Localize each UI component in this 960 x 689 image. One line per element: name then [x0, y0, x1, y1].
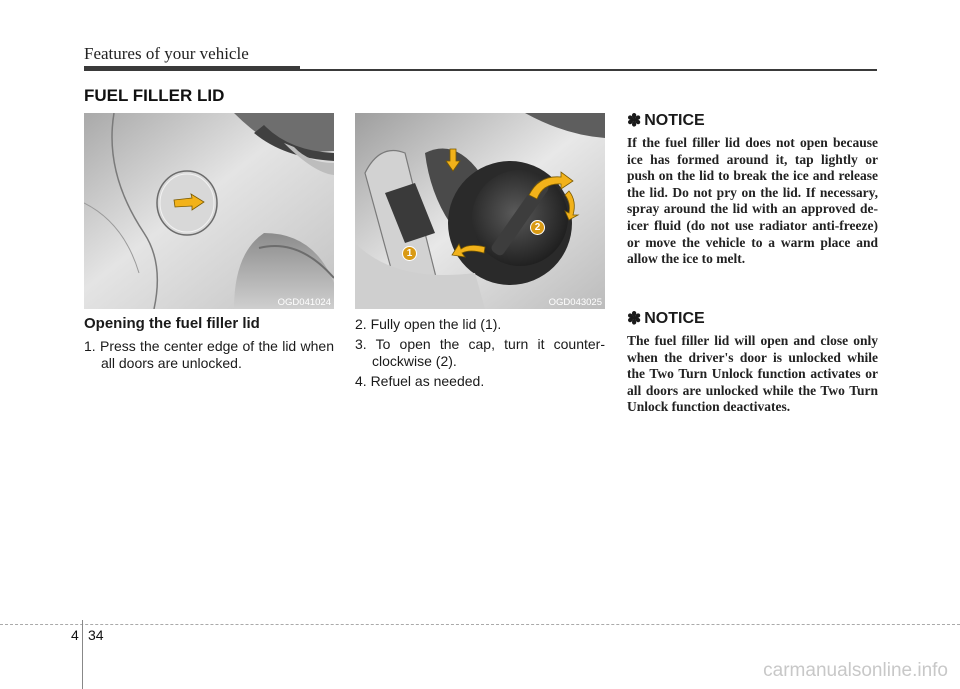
notice-title	[627, 309, 878, 329]
chapter-number: 4	[71, 627, 79, 643]
swing-arrow-icon	[451, 241, 487, 261]
step-item: 1. Press the center edge of the lid when all doors are unlocked.	[84, 338, 334, 371]
marker-2-badge: 2	[530, 220, 545, 235]
rotate-arrow-icon	[525, 171, 581, 221]
fuel-cap-photo	[355, 113, 605, 309]
figure-code: OGD041024	[277, 297, 331, 308]
middle-column	[355, 316, 605, 393]
page-number: 34	[88, 627, 104, 643]
push-arrow-icon	[172, 193, 206, 213]
step-item: 4. Refuel as needed.	[355, 373, 485, 389]
notice-body: If the fuel filler lid does not open because ice has formed around it, tap lightly or push on the lid to break the ice and release the lid. Do not pry on the lid. If necessary, spray around the lid with an approved de-icer fluid (do not use radiator anti-freeze) or move the vehicle to a warm place and allow the ice to melt.	[627, 135, 878, 267]
fuel-lid-photo	[84, 113, 334, 309]
left-column	[84, 314, 334, 375]
header-title: Features of your vehicle	[84, 44, 249, 63]
asterisk-icon: ✽	[627, 309, 642, 328]
header-rule-thick	[84, 66, 300, 71]
notice-box	[627, 309, 878, 416]
step-item: 3. To open the cap, turn it counter-clockwise (2).	[355, 336, 605, 369]
step-item: 2. Fully open the lid (1).	[355, 316, 502, 332]
notice-box	[627, 111, 878, 268]
marker-1-badge: 1	[402, 246, 417, 261]
open-arrow-icon	[445, 148, 461, 172]
asterisk-icon: ✽	[627, 111, 642, 130]
watermark: carmanualsonline.info	[763, 660, 948, 681]
footer-divider	[0, 624, 960, 625]
figure-code: OGD043025	[548, 297, 602, 308]
notice-body: The fuel filler lid will open and close only when the driver's door is unlocked while the Two Turn Unlock function activates or all doors are unlocked while the Two Turn Unlock function deactivates.	[627, 333, 878, 415]
notice-title-text: NOTICE	[644, 112, 705, 129]
footer-vertical-rule	[82, 620, 83, 689]
notice-title	[627, 111, 878, 131]
sub-heading: Opening the fuel filler lid	[84, 315, 260, 332]
notice-title-text: NOTICE	[644, 310, 705, 327]
section-title: FUEL FILLER LID	[84, 86, 225, 105]
header-rule-thin	[300, 69, 877, 71]
